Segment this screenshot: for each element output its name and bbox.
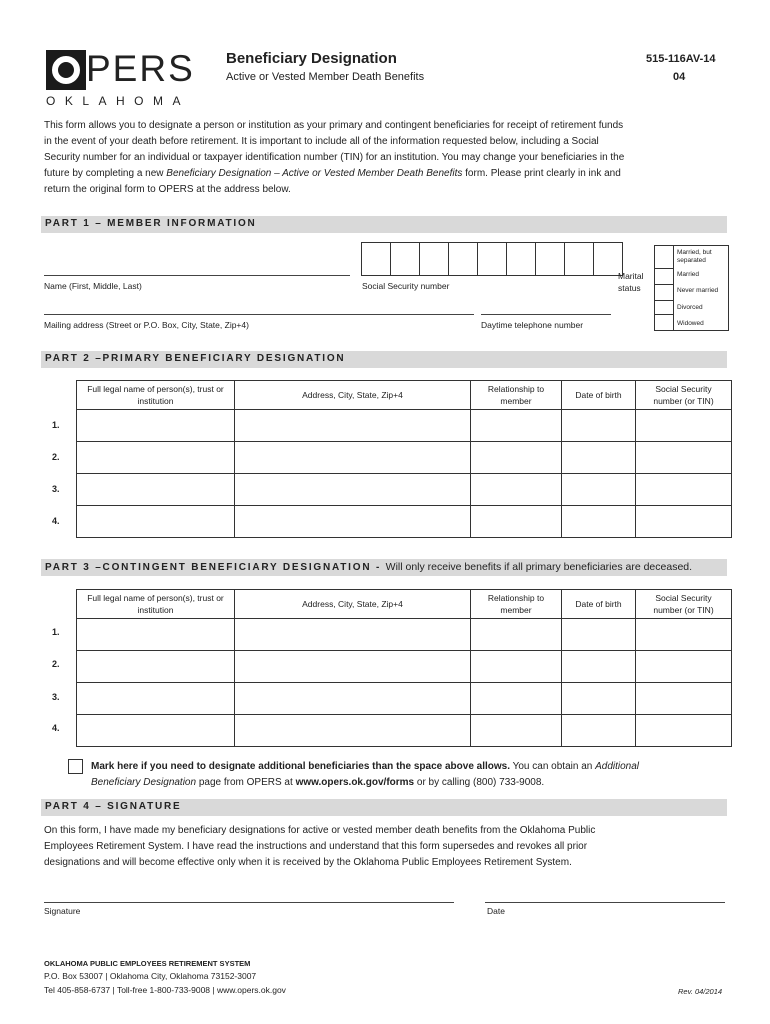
col-header-ssn: Social Security number (or TIN): [636, 590, 732, 619]
dob-cell[interactable]: [562, 506, 636, 538]
relationship-cell[interactable]: [471, 410, 562, 442]
row-number: 1.: [52, 627, 60, 637]
table-row: [77, 410, 732, 442]
marital-status-options: [654, 245, 729, 331]
table-row: [77, 715, 732, 747]
signature-field[interactable]: [44, 902, 454, 903]
primary-beneficiary-table: [76, 380, 732, 538]
ssn-cell[interactable]: [636, 474, 732, 506]
relationship-cell[interactable]: [471, 619, 562, 651]
contingent-beneficiary-table: [76, 589, 732, 747]
ssn-digit-box[interactable]: [565, 243, 594, 276]
intro-line-4: future by completing a new Beneficiary Designation – Active or Vested Member Death Benefits form. Please print clearly in ink and: [44, 168, 621, 179]
logo-subtext: OKLAHOMA: [46, 94, 191, 108]
opers-o-icon: [46, 50, 86, 90]
marital-option-divorced[interactable]: Divorced: [677, 304, 703, 311]
footer-address: P.O. Box 53007 | Oklahoma City, Oklahoma 73152-3007: [44, 971, 257, 981]
dob-cell[interactable]: [562, 651, 636, 683]
form-number: 515-116AV-14: [646, 53, 716, 65]
row-number: 3.: [52, 484, 60, 494]
name-field[interactable]: [44, 275, 350, 276]
address-cell[interactable]: [235, 715, 471, 747]
col-header-dob: Date of birth: [562, 381, 636, 410]
col-header-name: Full legal name of person(s), trust or institution: [77, 381, 235, 410]
address-cell[interactable]: [235, 410, 471, 442]
name-cell[interactable]: [77, 651, 235, 683]
footer-org-name: OKLAHOMA PUBLIC EMPLOYEES RETIREMENT SYSTEM: [44, 959, 251, 968]
marital-option-widowed[interactable]: Widowed: [677, 320, 704, 327]
ssn-digit-box[interactable]: [507, 243, 536, 276]
address-cell[interactable]: [235, 442, 471, 474]
intro-text: [44, 118, 734, 198]
ssn-field[interactable]: [361, 242, 623, 276]
address-cell[interactable]: [235, 651, 471, 683]
dob-cell[interactable]: [562, 474, 636, 506]
dob-cell[interactable]: [562, 683, 636, 715]
name-cell[interactable]: [77, 410, 235, 442]
table-row: [77, 474, 732, 506]
footer-contact: Tel 405-858-6737 | Toll-free 1-800-733-9008 | www.opers.ok.gov: [44, 985, 286, 995]
name-cell[interactable]: [77, 474, 235, 506]
additional-beneficiaries-checkbox[interactable]: [68, 759, 83, 774]
part1-heading: PART 1 – MEMBER INFORMATION: [45, 218, 257, 229]
mailing-address-label: Mailing address (Street or P.O. Box, City, State, Zip+4): [44, 320, 249, 330]
additional-beneficiaries-text: Mark here if you need to designate additional beneficiaries than the space above allows. You can obtain an Additional Beneficiary Designation page from OPERS at www.opers.ok.gov/forms or by calling (800) 733-9008.: [91, 761, 640, 788]
part3-heading: PART 3 –CONTINGENT BENEFICIARY DESIGNATION - Will only receive benefits if all primary beneficiaries are deceased.: [45, 561, 693, 573]
intro-line-2: in the event of your death before retirement. It is important to include all of the information requested below, including a Social: [44, 136, 599, 147]
marital-option-married[interactable]: Married: [677, 271, 700, 278]
signature-label: Signature: [44, 906, 81, 916]
part4-heading-bar: [41, 799, 727, 816]
relationship-cell[interactable]: [471, 474, 562, 506]
dob-cell[interactable]: [562, 619, 636, 651]
name-cell[interactable]: [77, 715, 235, 747]
form-revision-code: 04: [673, 71, 686, 83]
col-header-ssn: Social Security number (or TIN): [636, 381, 732, 410]
phone-field[interactable]: [481, 314, 611, 315]
relationship-cell[interactable]: [471, 715, 562, 747]
footer-revision: Rev. 04/2014: [678, 987, 723, 996]
ssn-cell[interactable]: [636, 715, 732, 747]
ssn-cell[interactable]: [636, 651, 732, 683]
table-row: [77, 442, 732, 474]
part1-heading-bar: [41, 216, 727, 233]
row-number: 2.: [52, 452, 60, 462]
phone-label: Daytime telephone number: [481, 320, 584, 330]
table-row: [77, 506, 732, 538]
opers-logo: [46, 48, 196, 110]
col-header-address: Address, City, State, Zip+4: [235, 381, 471, 410]
table-row: [77, 651, 732, 683]
mailing-address-field[interactable]: [44, 314, 474, 315]
intro-line-5: return the original form to OPERS at the address below.: [44, 184, 291, 195]
ssn-digit-box[interactable]: [449, 243, 478, 276]
ssn-digit-box[interactable]: [362, 243, 391, 276]
table-row: [77, 619, 732, 651]
ssn-cell[interactable]: [636, 506, 732, 538]
name-cell[interactable]: [77, 442, 235, 474]
col-header-name: Full legal name of person(s), trust or institution: [77, 590, 235, 619]
name-cell[interactable]: [77, 506, 235, 538]
dob-cell[interactable]: [562, 715, 636, 747]
col-header-address: Address, City, State, Zip+4: [235, 590, 471, 619]
address-cell[interactable]: [235, 683, 471, 715]
name-cell[interactable]: [77, 683, 235, 715]
ssn-digit-box[interactable]: [391, 243, 420, 276]
relationship-cell[interactable]: [471, 683, 562, 715]
address-cell[interactable]: [235, 619, 471, 651]
logo-text: PERS: [86, 48, 195, 89]
date-field[interactable]: [485, 902, 725, 903]
ssn-digit-box[interactable]: [536, 243, 565, 276]
name-label: Name (First, Middle, Last): [44, 281, 142, 291]
row-number: 3.: [52, 692, 60, 702]
table-row: [77, 683, 732, 715]
intro-line-3: Security number for an individual or taxpayer identification number (TIN) for an institution. You may change your beneficiaries in the: [44, 152, 625, 163]
row-number: 2.: [52, 659, 60, 669]
ssn-label: Social Security number: [362, 281, 450, 291]
name-cell[interactable]: [77, 619, 235, 651]
col-header-relationship: Relationship to member: [471, 381, 562, 410]
opers-forms-link[interactable]: www.opers.ok.gov/forms: [295, 777, 415, 788]
relationship-cell[interactable]: [471, 506, 562, 538]
signature-statement: On this form, I have made my beneficiary designations for active or vested member death benefits from the Oklahoma Public Employees Retirement System. I have read the instructions and understand that this form supersedes and revokes all prior designations and will become effective only when it is received by the Oklahoma Public Employees Retirement System.: [44, 825, 596, 868]
row-number: 4.: [52, 516, 60, 526]
ssn-cell[interactable]: [636, 683, 732, 715]
form-title: Beneficiary Designation: [226, 50, 397, 67]
date-label: Date: [487, 906, 505, 916]
ssn-cell[interactable]: [636, 442, 732, 474]
ssn-cell[interactable]: [636, 619, 732, 651]
col-header-relationship: Relationship to member: [471, 590, 562, 619]
relationship-cell[interactable]: [471, 651, 562, 683]
ssn-cell[interactable]: [636, 410, 732, 442]
dob-cell[interactable]: [562, 442, 636, 474]
relationship-cell[interactable]: [471, 442, 562, 474]
dob-cell[interactable]: [562, 410, 636, 442]
col-header-dob: Date of birth: [562, 590, 636, 619]
part4-heading: PART 4 – SIGNATURE: [45, 801, 182, 812]
ssn-digit-box[interactable]: [420, 243, 449, 276]
marital-option-married-separated[interactable]: Married, but separated: [677, 249, 712, 264]
marital-option-never-married[interactable]: Never married: [677, 287, 719, 294]
form-subtitle: Active or Vested Member Death Benefits: [226, 71, 425, 83]
row-number: 4.: [52, 723, 60, 733]
row-number: 1.: [52, 420, 60, 430]
part2-heading-bar: [41, 351, 727, 368]
address-cell[interactable]: [235, 506, 471, 538]
ssn-digit-box[interactable]: [478, 243, 507, 276]
marital-status-label: Marital status: [618, 271, 644, 293]
part3-heading-bar: [41, 559, 727, 576]
part2-heading: PART 2 –PRIMARY BENEFICIARY DESIGNATION: [45, 353, 346, 364]
address-cell[interactable]: [235, 474, 471, 506]
intro-line-1: This form allows you to designate a person or institution as your primary and contingent beneficiaries for receipt of retirement funds: [44, 120, 624, 131]
